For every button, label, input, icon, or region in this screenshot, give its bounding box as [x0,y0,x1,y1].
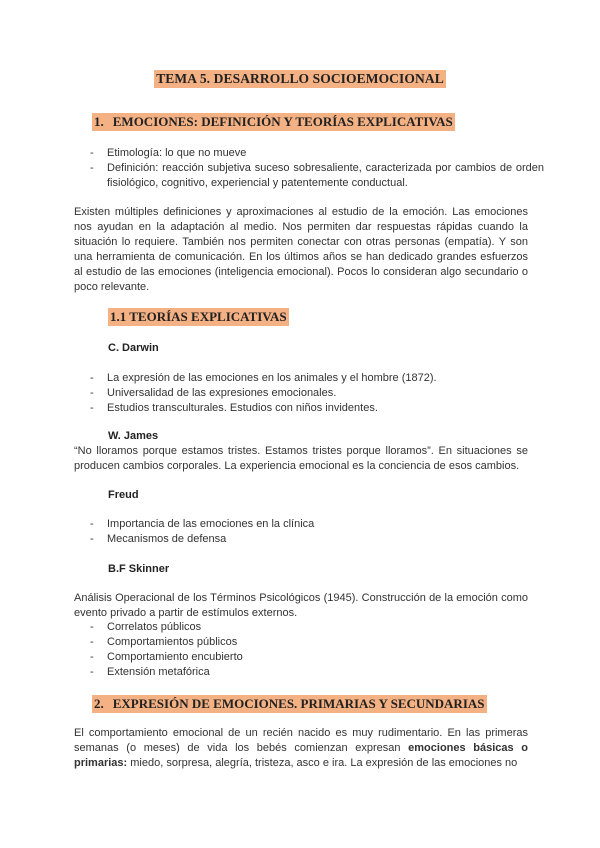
list-item: - Etimología: lo que no mueve [90,146,544,161]
page-title [0,71,600,87]
freud-list [90,517,314,547]
skinner-heading: B.F Skinner [108,563,170,575]
list-item: - Extensión metafórica [90,665,243,680]
section-2-heading [92,696,487,712]
list-item: - Comportamiento encubierto [90,650,243,665]
james-paragraph: “No lloramos porque estamos tristes. Estamos tristes porque lloramos”. En situaciones se producen cambios corporales. La experiencia emocional es la conciencia de esos cambios. [74,445,528,472]
section-1-1-title: 1.1 TEORÍAS EXPLICATIVAS [110,309,287,324]
section-2-title: EXPRESIÓN DE EMOCIONES. PRIMARIAS Y SECUNDARIAS [112,696,485,711]
skinner-paragraph: Análisis Operacional de los Términos Psicológicos (1945). Construcción de la emoción como evento privado a partir de estímulos externos. [74,592,528,619]
bold-term: emociones básicas o primarias: [74,742,528,769]
list-item: - Estudios transculturales. Estudios con niños invidentes. [90,401,437,416]
list-item: - Comportamientos públicos [90,635,243,650]
freud-heading: Freud [108,489,139,501]
darwin-list [90,371,437,416]
darwin-heading: C. Darwin [108,342,159,354]
list-item: - Universalidad de las expresiones emocionales. [90,386,437,401]
intro-paragraph: Existen múltiples definiciones y aproximaciones al estudio de la emoción. Las emociones nos ayudan en la adaptación al medio. Nos permiten dar respuestas rápidas cuando la situación lo requiere. También nos permiten conectar con otras personas (empatía). Y son una herramienta de comunicación. En los últimos años se han dedicado grandes esfuerzos al estudio de las emociones (inteligencia emocional). Pocos lo consideran algo secundario o poco relevante. [74,206,528,293]
skinner-list [90,620,243,680]
james-heading: W. James [108,430,159,442]
section-2-number: 2. [94,696,104,711]
list-item: - Mecanismos de defensa [90,532,314,547]
section-2-paragraph: El comportamiento emocional de un recién nacido es muy rudimentario. En las primeras semanas (o meses) de vida los bebés comienzan expresan emociones básicas o primarias: miedo, sorpresa, alegría, tristeza, asco e ira. La expresión de las emociones no [74,727,528,769]
section-1-title: EMOCIONES: DEFINICIÓN Y TEORÍAS EXPLICATIVAS [112,114,453,129]
list-item: - Definición: reacción subjetiva suceso sobresaliente, caracterizada por cambios de orden fisiológico, cognitivo, experiencial y patentemente conductual. [90,161,544,191]
section-1-heading [92,114,455,130]
list-item: - Importancia de las emociones en la clínica [90,517,314,532]
definition-list [90,146,544,191]
page-title-text: TEMA 5. DESARROLLO SOCIOEMOCIONAL [156,71,444,86]
list-item: - Correlatos públicos [90,620,243,635]
list-item: - La expresión de las emociones en los animales y el hombre (1872). [90,371,437,386]
section-1-number: 1. [94,114,104,129]
section-1-1-heading [108,309,289,325]
